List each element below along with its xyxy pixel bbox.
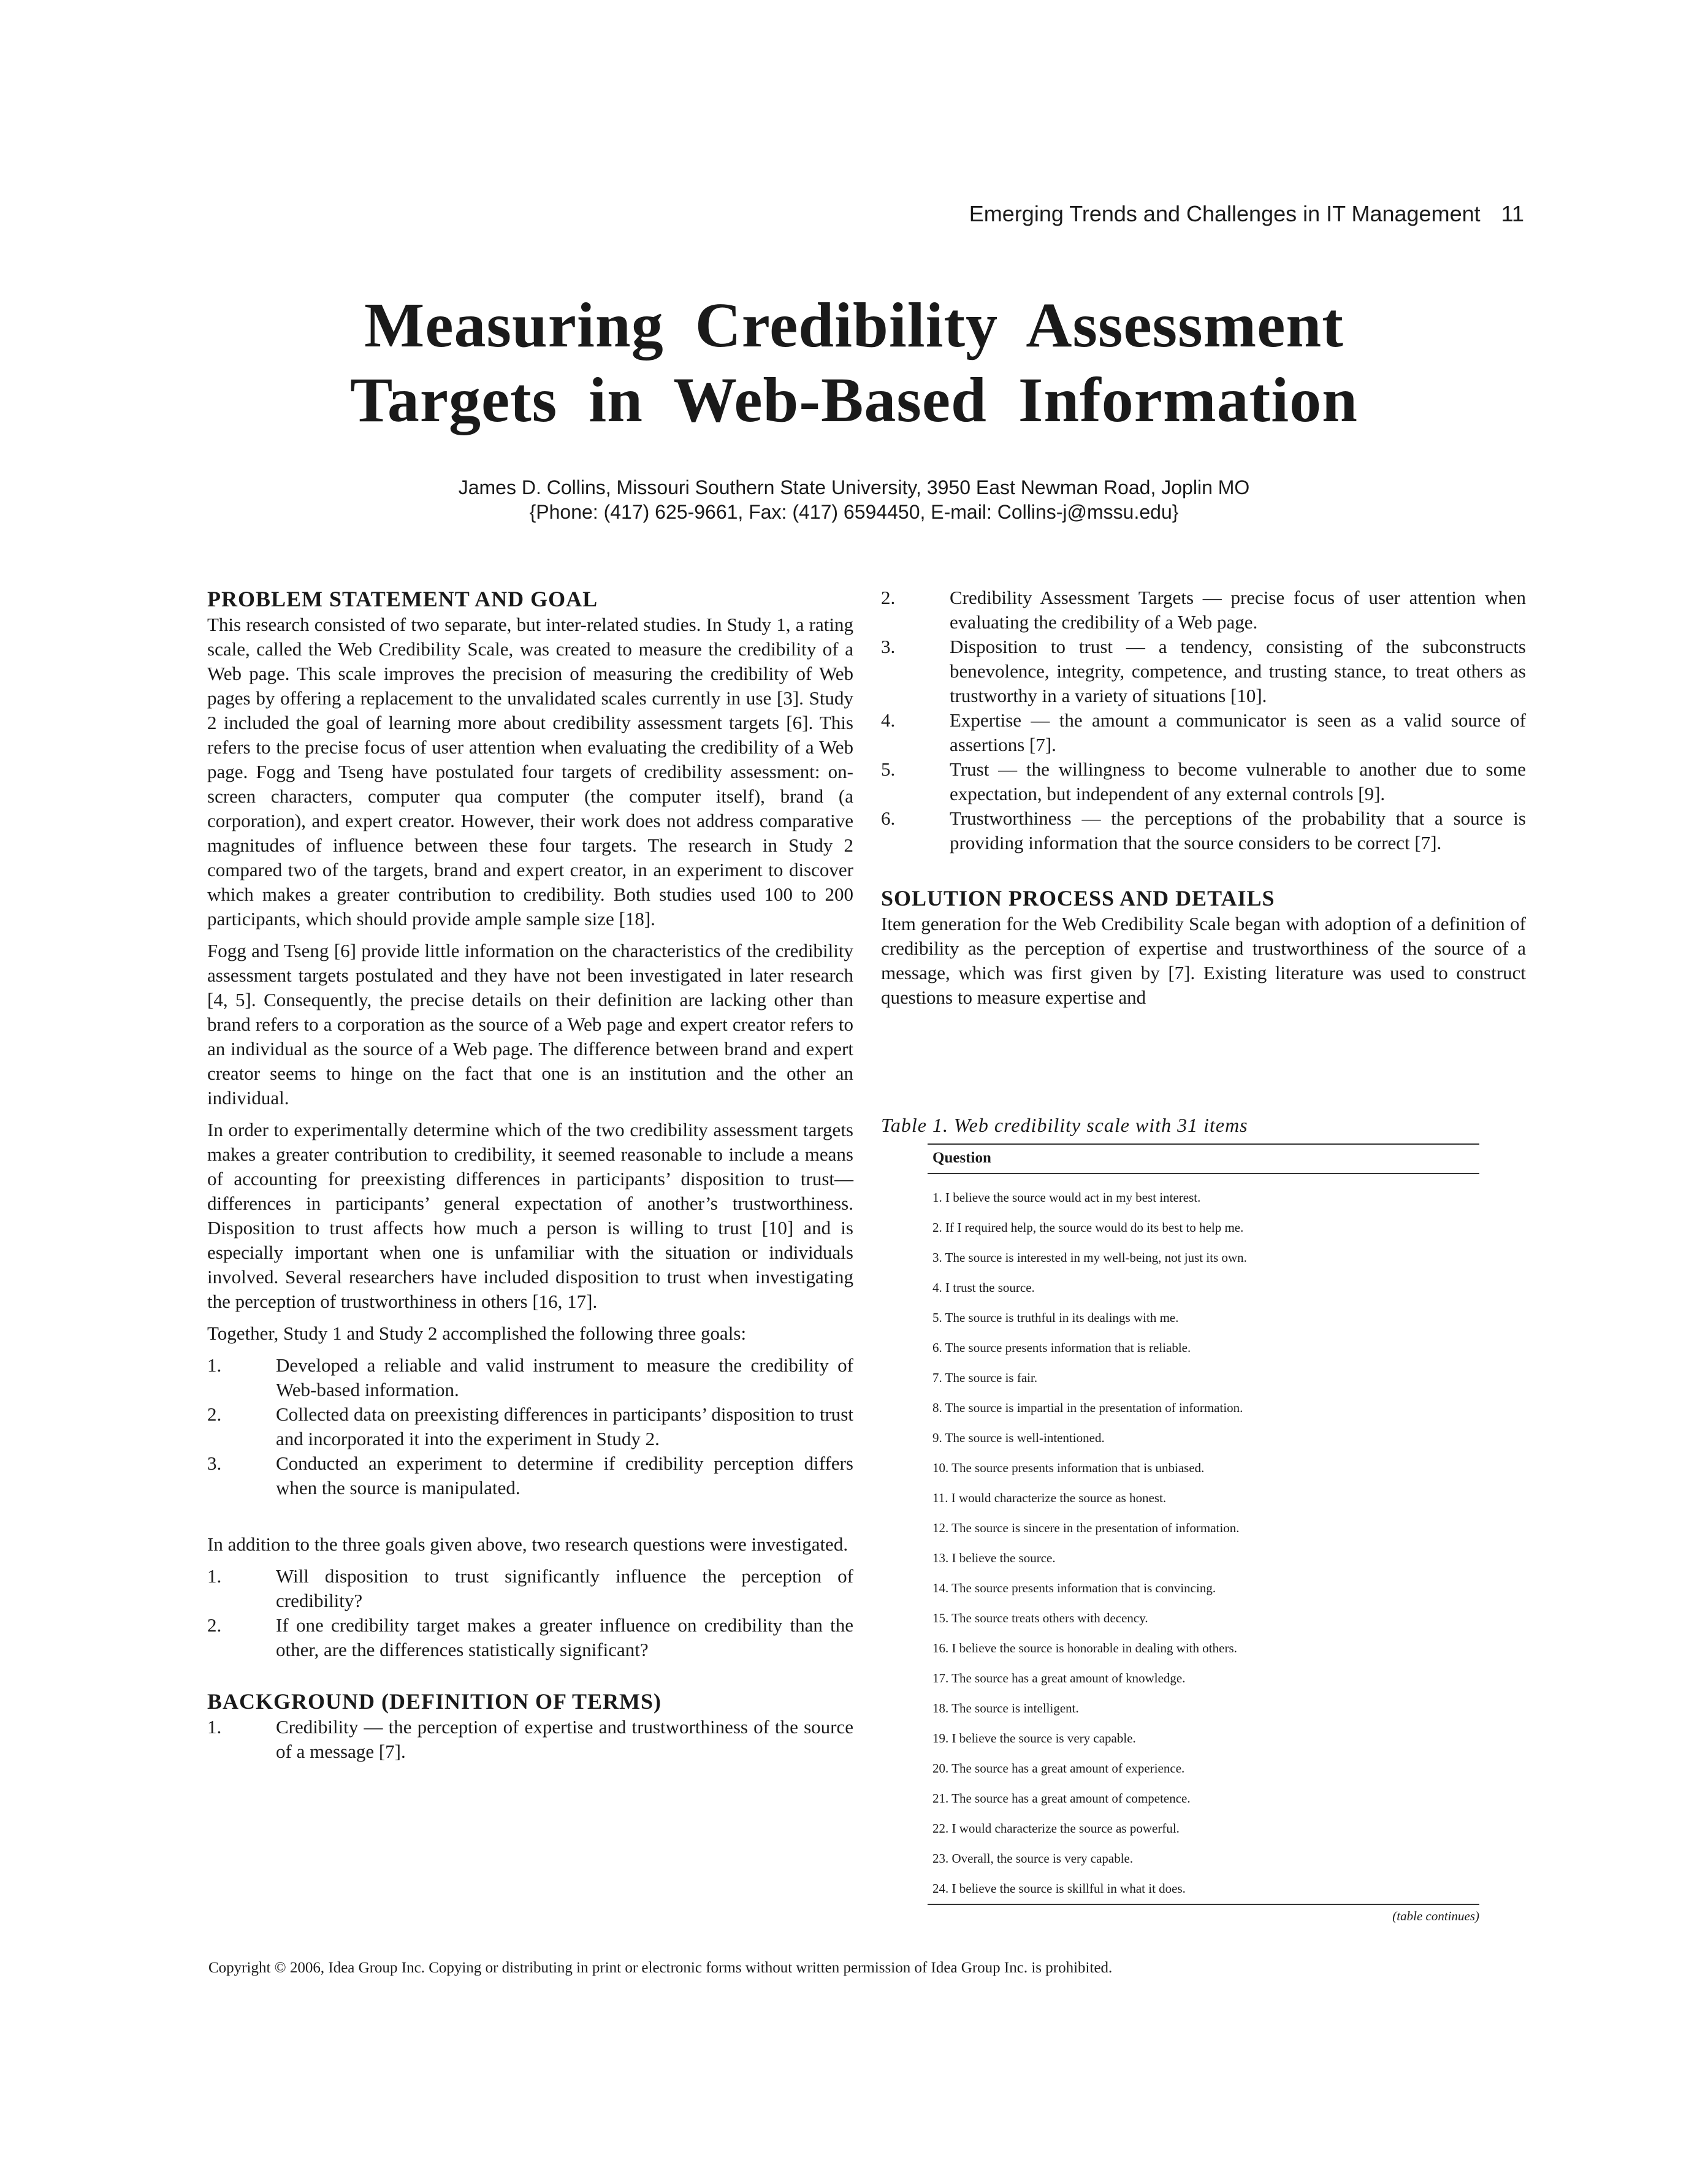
table-caption: Table 1. Web credibility scale with 31 items [881, 1114, 1248, 1136]
table-row [928, 1273, 1479, 1303]
problem-paragraph-1: This research consisted of two separate, but inter-related studies. In Study 1, a rating scale, called the Web Credibility Scale, was created to measure the credibility of a Web page. This scale improves the precision of measuring the credibility of Web pages by offering a replacement to the unvalidated scales currently in use [3]. Study 2 included the goal of learning more about credibility assessment targets [6]. This refers to the precise focus of user attention when evaluating the credibility of a Web page. Fogg and Tseng have postulated four targets of credibility assessment: on-screen characters, computer qua computer (the computer itself), brand (a corporation), and expert creator. However, their work does not address comparative magnitudes of influence between these four targets. The research in Study 2 compared two of the targets, brand and expert creator, in an experiment to discover which makes a greater contribution to credibility. Both studies used 100 to 200 participants, which should provide ample sample size [18]. [207, 614, 853, 929]
table-cell: 14. The source presents information that is convincing. [932, 1581, 1216, 1595]
terms-list-left [207, 1715, 853, 1764]
table-continues-note: (table continues) [1392, 1909, 1479, 1923]
table-body [928, 1174, 1479, 1904]
table-cell: 22. I would characterize the source as powerful. [932, 1821, 1180, 1836]
list-number: 6. [881, 807, 896, 829]
list-number: 2. [207, 1403, 222, 1425]
table-row [928, 1333, 1479, 1363]
title-line-1: Measuring Credibility Assessment [364, 290, 1344, 361]
table-row [928, 1573, 1479, 1603]
table-row [928, 1363, 1479, 1393]
table-cell: 5. The source is truthful in its dealings with me. [932, 1310, 1179, 1325]
table-row [928, 1814, 1479, 1844]
table-cell: 20. The source has a great amount of experience. [932, 1761, 1185, 1776]
table-row [928, 1174, 1479, 1213]
table-cell: 18. The source is intelligent. [932, 1701, 1079, 1716]
table-row [928, 1754, 1479, 1784]
table-cell: 4. I trust the source. [932, 1280, 1035, 1295]
table-cell: 11. I would characterize the source as honest. [932, 1490, 1167, 1505]
list-text: Will disposition to trust significantly influence the perception of credibility? [276, 1565, 853, 1611]
list-text: Developed a reliable and valid instrument to measure the credibility of Web-based information. [276, 1354, 853, 1400]
table-row [928, 1483, 1479, 1513]
table-header-row [928, 1144, 1479, 1174]
table-row [928, 1213, 1479, 1243]
problem-paragraph-2: Fogg and Tseng [6] provide little information on the characteristics of the credibility assessment targets postulated and they have not been investigated in later research [4, 5]. Consequently, the precise details on their definition are lacking other than brand refers to a corporation as the source of a Web page and expert creator refers to an individual as the source of a Web page. The difference between brand and expert creator seems to hinge on the fact that one is an institution and the other an individual. [207, 940, 853, 1109]
table-row [928, 1453, 1479, 1483]
credibility-table [928, 1143, 1479, 1905]
table-row [928, 1393, 1479, 1423]
list-text: Disposition to trust — a tendency, consisting of the subconstructs benevolence, integrity, competence, and trusting stance, to treat others as trustworthy in a variety of situations [10]. [950, 636, 1526, 706]
table-cell: 15. The source treats others with decency. [932, 1611, 1148, 1625]
table-cell: 1. I believe the source would act in my best interest. [932, 1190, 1201, 1205]
journal-title: Emerging Trends and Challenges in IT Management [969, 201, 1481, 226]
list-item [881, 806, 1526, 855]
terms-list-right [881, 586, 1526, 855]
table-cell: 3. The source is interested in my well-being, not just its own. [932, 1250, 1247, 1265]
list-text: Collected data on preexisting differences in participants’ disposition to trust and incorporated it into the experiment in Study 2. [276, 1403, 853, 1449]
list-text: Credibility Assessment Targets — precise focus of user attention when evaluating the credibility of a Web page. [950, 587, 1526, 633]
table-cell: 6. The source presents information that is reliable. [932, 1340, 1191, 1355]
list-item [881, 757, 1526, 806]
problem-paragraph-5: In addition to the three goals given above, two research questions were investigated. [207, 1533, 848, 1555]
table-row [928, 1513, 1479, 1543]
list-item [207, 1451, 853, 1500]
list-item [207, 1613, 853, 1662]
table-cell: 23. Overall, the source is very capable. [932, 1851, 1134, 1866]
list-number: 5. [881, 758, 896, 780]
solution-paragraph-1: Item generation for the Web Credibility Scale began with adoption of a definition of credibility as the perception of expertise and trustworthiness of the source of a message, which was first given by [7]. Existing literature was used to construct questions to measure expertise and [881, 913, 1526, 1008]
author-affiliation: James D. Collins, Missouri Southern State University, 3950 East Newman Road, Joplin MO [458, 476, 1250, 498]
table-cell: 21. The source has a great amount of competence. [932, 1791, 1191, 1806]
solution-heading: SOLUTION PROCESS AND DETAILS [881, 886, 1275, 910]
table-cell: 16. I believe the source is honorable in dealing with others. [932, 1641, 1237, 1655]
list-item [881, 635, 1526, 708]
problem-heading: PROBLEM STATEMENT AND GOAL [207, 587, 598, 611]
list-text: Conducted an experiment to determine if credibility perception differs when the source is manipulated. [276, 1452, 853, 1498]
list-text: Expertise — the amount a communicator is seen as a valid source of assertions [7]. [950, 709, 1526, 755]
table-row [928, 1874, 1479, 1904]
running-header [969, 201, 1524, 227]
list-item [207, 1353, 853, 1402]
left-column [207, 586, 853, 1771]
title-line-2: Targets in Web-Based Information [350, 365, 1358, 435]
list-number: 1. [207, 1354, 222, 1376]
problem-paragraph-4: Together, Study 1 and Study 2 accomplished the following three goals: [207, 1323, 747, 1344]
page-number: 11 [1501, 201, 1524, 226]
paper-title [0, 288, 1708, 438]
list-number: 1. [207, 1565, 222, 1587]
author-contact: {Phone: (417) 625-9661, Fax: (417) 6594450, E-mail: Collins-j@mssu.edu} [529, 501, 1179, 523]
table-cell: 24. I believe the source is skillful in what it does. [928, 1874, 1479, 1904]
list-number: 3. [207, 1452, 222, 1474]
table-row [928, 1423, 1479, 1453]
list-item [207, 1402, 853, 1451]
table-row [928, 1303, 1479, 1333]
list-text: Credibility — the perception of expertise and trustworthiness of the source of a message [7]. [276, 1716, 853, 1762]
table-row [928, 1243, 1479, 1273]
list-item [207, 1564, 853, 1613]
table-row [928, 1844, 1479, 1874]
table-1 [881, 1113, 1543, 1924]
list-number: 1. [207, 1716, 222, 1738]
table-row [928, 1603, 1479, 1633]
table-row [928, 1633, 1479, 1663]
goals-list [207, 1353, 853, 1500]
list-text: Trustworthiness — the perceptions of the probability that a source is providing information that the source considers to be correct [7]. [950, 807, 1526, 853]
table-row [928, 1784, 1479, 1814]
table-cell: 13. I believe the source. [932, 1551, 1056, 1565]
list-number: 2. [881, 587, 896, 608]
table-cell: 10. The source presents information that is unbiased. [932, 1460, 1205, 1475]
table-row [928, 1663, 1479, 1693]
table-cell: 7. The source is fair. [932, 1370, 1038, 1385]
problem-paragraph-3: In order to experimentally determine which of the two credibility assessment targets makes a greater contribution to credibility, it seemed reasonable to include a means of accounting for preexisting differences in participants’ disposition to trust—differences in participants’ general expectation of another’s trustworthiness. Disposition to trust affects how much a person is willing to trust [10] and is especially important when one is unfamiliar with the situation or individuals involved. Several researchers have included disposition to trust when investigating the perception of trustworthiness in others [16, 17]. [207, 1119, 853, 1312]
author-block [0, 475, 1708, 524]
list-number: 4. [881, 709, 896, 731]
table-column-header: Question [928, 1144, 1479, 1174]
list-text: If one credibility target makes a greater influence on credibility than the other, are the differences statistically significant? [276, 1614, 853, 1660]
copyright-notice: Copyright © 2006, Idea Group Inc. Copying or distributing in print or electronic forms without written permission of Idea Group Inc. is prohibited. [208, 1960, 1113, 1976]
list-item [207, 1715, 853, 1764]
table-cell: 19. I believe the source is very capable. [932, 1731, 1136, 1746]
list-item [881, 586, 1526, 635]
background-heading: BACKGROUND (DEFINITION OF TERMS) [207, 1689, 662, 1714]
table-cell: 9. The source is well-intentioned. [932, 1430, 1105, 1445]
list-item [881, 708, 1526, 757]
right-column [881, 586, 1526, 1017]
table-cell: 2. If I required help, the source would do its best to help me. [932, 1220, 1244, 1235]
table-cell: 12. The source is sincere in the presentation of information. [932, 1521, 1240, 1535]
table-row [928, 1543, 1479, 1573]
table-cell: 17. The source has a great amount of knowledge. [932, 1671, 1186, 1685]
list-text: Trust — the willingness to become vulnerable to another due to some expectation, but independent of any external controls [9]. [950, 758, 1526, 804]
list-number: 2. [207, 1614, 222, 1636]
table-row [928, 1723, 1479, 1754]
table-cell: 8. The source is impartial in the presentation of information. [932, 1400, 1243, 1415]
questions-list [207, 1564, 853, 1662]
list-number: 3. [881, 636, 896, 657]
table-row [928, 1693, 1479, 1723]
